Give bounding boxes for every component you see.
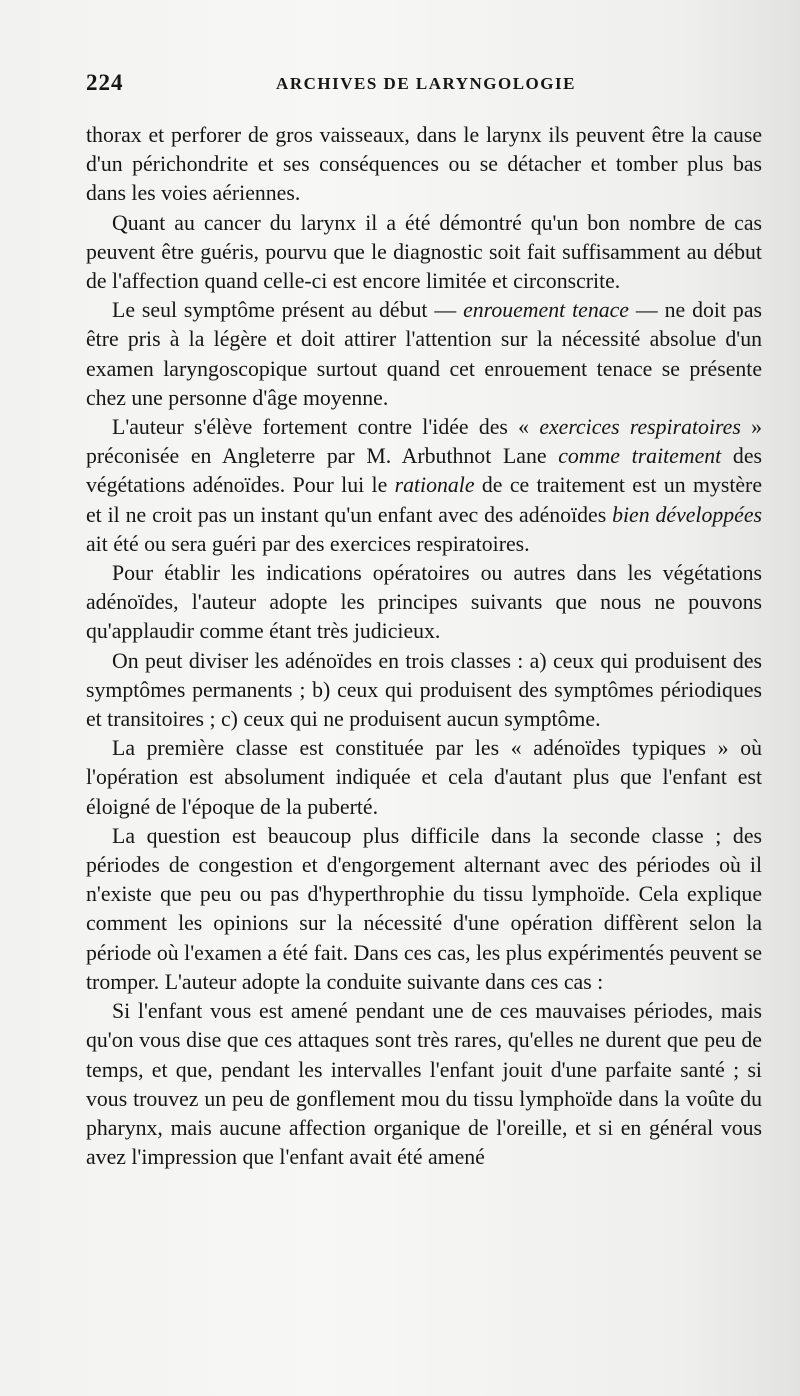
italic-text: comme traitement — [558, 444, 722, 469]
italic-text: enrouement tenace — [463, 298, 629, 323]
paragraph-text: des végétations adénoïdes. Pour lui le — [86, 444, 762, 498]
paragraph — [86, 734, 762, 822]
paragraph — [86, 647, 762, 735]
paragraph-text: de ce traitement est un mystère et il ne croit pas un instant qu'un enfant avec des adénoïdes — [86, 473, 762, 527]
paragraph-text: L'auteur s'élève fortement contre l'idée des « — [112, 415, 540, 440]
italic-text: bien développées — [612, 502, 762, 527]
paragraph-text: Si l'enfant vous est amené pendant une de ces mauvaises périodes, mais qu'on vous dise que ces attaques sont très rares, qu'elles ne durent que peu de temps, et que, pendant les intervalles l'enfant jouit d'une parfaite santé ; si vous trouvez un peu de gonflement mou du tissu lymphoïde dans la voûte du pharynx, mais aucune affection organique de l'oreille, et si en général vous avez l'impression que l'enfant avait été amené — [86, 999, 762, 1170]
paragraph-text: La question est beaucoup plus difficile dans la seconde classe ; des périodes de congestion et d'engorgement alternant avec des périodes où il n'existe que peu ou pas d'hyperthrophie du tissu lymphoïde. Cela explique comment les opinions sur la nécessité d'une opération diffèrent selon la période où l'examen a été fait. Dans ces cas, les plus expérimentés peuvent se tromper. L'auteur adopte la conduite suivante dans ces cas : — [86, 823, 762, 994]
paragraph-text: » préconisée en Angleterre par M. Arbuthnot Lane — [86, 415, 762, 469]
paragraph-text: thorax et perforer de gros vaisseaux, dans le larynx ils peuvent être la cause d'un périchondrite et ses conséquences ou se détacher et tomber plus bas dans les voies aériennes. — [86, 123, 762, 206]
paragraph-text: On peut diviser les adénoïdes en trois classes : a) ceux qui produisent des symptômes permanents ; b) ceux qui produisent des symptômes périodiques et transitoires ; c) ceux qui ne produisent aucun symptôme. — [86, 648, 762, 732]
running-title: ARCHIVES DE LARYNGOLOGIE — [276, 74, 576, 93]
paragraph-text: — ne doit pas être pris à la légère et doit attirer l'attention sur la nécessité absolue d'un examen laryngoscopique surtout quand cet enrouement tenace se présente chez une personne d'âge moyenne. — [86, 298, 762, 410]
paragraph — [86, 997, 762, 1172]
paragraph — [86, 296, 762, 413]
paragraph-text: Pour établir les indications opératoires ou autres dans les végétations adénoïdes, l'auteur adopte les principes suivants que nous ne pouvons qu'applaudir comme étant très judicieux. — [86, 561, 762, 644]
paragraph-text: Quant au cancer du larynx il a été démontré qu'un bon nombre de cas peuvent être guéris, pourvu que le diagnostic soit fait suffisamment au début de l'affection quand celle-ci est encore limitée et circonscrite. — [86, 210, 762, 294]
paragraph — [86, 559, 762, 647]
page-number: 224 — [86, 70, 124, 95]
paragraph — [86, 209, 762, 297]
paragraph-text: ait été ou sera guéri par des exercices respiratoires. — [86, 531, 530, 556]
body-text — [86, 121, 762, 1172]
italic-text: exercices respiratoires — [539, 415, 741, 440]
paragraph — [86, 413, 762, 559]
italic-text: rationale — [394, 473, 475, 498]
page-header — [86, 66, 766, 102]
paragraph-text: Le seul symptôme présent au début — — [112, 298, 464, 323]
paragraph — [86, 822, 762, 997]
paragraph-text: La première classe est constituée par les « adénoïdes typiques » où l'opération est absolument indiquée et cela d'autant plus que l'enfant est éloigné de l'époque de la puberté. — [86, 736, 762, 819]
paragraph — [86, 121, 762, 209]
